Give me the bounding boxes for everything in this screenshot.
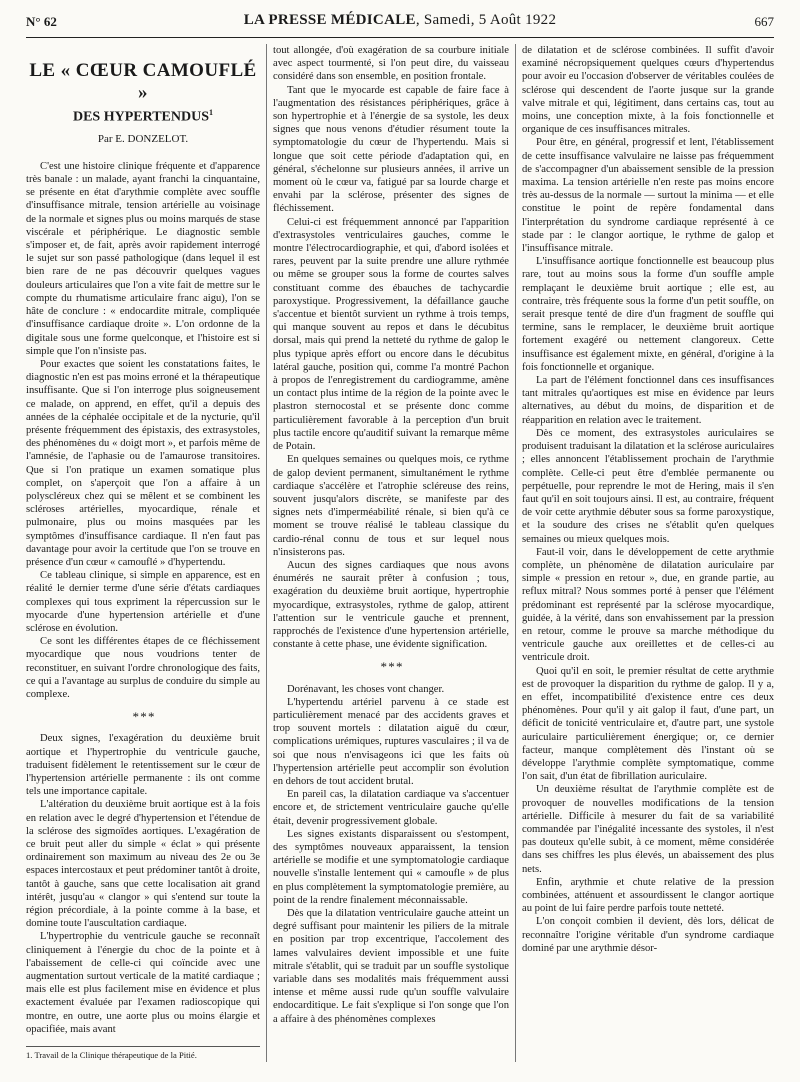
paragraph: Dès ce moment, des extrasystoles auriculaires se produisent traduisant la dilatation et la sclérose auriculaires ; elles annoncent l'établissement prochain de l'arythmie complète. Celle-ci peut être d'emblée permanente ou perpétuelle, pour reprendre le mot de Hering, mais il s'en faut qu'il en soit toujours ainsi. Il est, au contraire, fréquent de voir cette arythmie débuter sous sa forme paroxystique, et la soudure des crises ne s'établit qu'en quelques semaines ou mieux quelques mois.	[522, 427, 774, 545]
paragraph: L'hypertrophie du ventricule gauche se reconnaît cliniquement à l'énergie du choc de la pointe et à l'abaissement de celle-ci qui coïncide avec une augmentation surtout verticale de la matité cardiaque ; mais elle est plus facilement mise en évidence et plus exactement évaluée par l'examen radioscopique qui montre, en outre, une aorte plus ou moins élargie et opacifiée, mais avant	[26, 931, 260, 1035]
paragraph: Dès que la dilatation ventriculaire gauche atteint un degré suffisant pour maintenir les piliers de la mitrale en position par trop excentrique, l'accolement des lames valvulaires devient impossible et une fuite mitrale s'établit, qui se traduit par un souffle systolique variable dans ses modalités mais fréquemment aussi intense et même aussi rude qu'un souffle valvulaire endocarditique. Le fait s'explique si l'on songe que l'on a affaire à des phénomènes complexes	[273, 908, 509, 1025]
journal-title: LA PRESSE MÉDICALE	[243, 12, 416, 28]
article-subtitle	[26, 104, 260, 127]
running-header	[26, 12, 774, 34]
paragraph: Dorénavant, les choses vont changer.	[287, 683, 445, 695]
paragraph: de dilatation et de sclérose combinées. Il suffit d'avoir examiné nécropsiquement quelques cœurs d'hypertendus pour avoir eu l'occasion d'observer de véritables coulées de sclérose qui descendent de l'aorte jusque sur la grande valve mitrale et qui, légitiment, dans certains cas, tout au moins, une conception mixte, à la fois fonctionnelle et organique de ces insuffisances mitrales.	[522, 45, 774, 136]
article-subtitle-text: DES HYPERTENDUS	[72, 109, 210, 125]
footnote: 1. Travail de la Clinique thérapeutique de la Pitié.	[26, 1046, 260, 1060]
footnote-mark: 1	[209, 108, 214, 117]
column-3	[522, 44, 774, 1070]
paragraph: Pour exactes que soient les constatations faites, le diagnostic n'en est pas moins erroné et la thérapeutique insuffisante. Que si l'on interroge plus soigneusement ce malade, on apprend, en effet, qu'il a depuis des années de la céphalée occipitale et de la nycturie, qu'il présente fréquemment des épistaxis, des extrasystoles, des phénomènes du « doigt mort », et parfois même de l'amnésie, de l'aphasie ou de l'amaurose transitoires. Que si l'on pratique un examen somatique plus complet, on s'aperçoit que l'on a affaire à un polyscléreux chez qui se mêlent et se combinent les scléroses artérielles, myocardique, rénale et pulmonaire, plus ou moins masquées par les symptômes d'insuffisance cardiaque. Il n'en faut pas davantage pour avoir la certitude que l'on se trouve en présence d'un cœur « camouflé » d'hypertendu.	[26, 358, 260, 568]
paragraph: Faut-il voir, dans le développement de cette arythmie complète, un phénomène de dilatation auriculaire par simple « pression en retour », due, en grande partie, au reflux mitral? Nous sommes porté à penser que l'élément prédominant est représenté par la sclérose myocardique, guidée, à la vérité, dans son envahissement par la pression en retour, comme le prouve sa marche méthodique du ventricule gauche aux oreillettes et de celles-ci au ventricule droit.	[522, 546, 774, 664]
paragraph: Les signes existants disparaissent ou s'estompent, des symptômes nouveaux apparaissent, la tension artérielle se modifie et une symptomatologie cardiaque nouvelle s'installe lentement qui « camoufle » de plus en plus complètement la symptomatologie première, au point de la rendre finalement méconnaissable.	[273, 828, 509, 906]
header-rule	[26, 37, 774, 38]
paragraph: La part de l'élément fonctionnel dans ces insuffisances tant mitrales qu'aortiques est mise en évidence par leurs alternatives, au début du moins, de disparition et de réapparition en relation avec le traitement.	[522, 375, 774, 426]
paragraph: Deux signes, l'exagération du deuxième bruit aortique et l'hypertrophie du ventricule gauche, traduisent fidèlement le retentissement sur le cœur de l'hypertension artérielle permanente : ils ont comme tels une importance capitale.	[26, 733, 260, 798]
paragraph: L'hypertendu artériel parvenu à ce stade est particulièrement menacé par des accidents graves et trop souvent mortels : dilatation aiguë du cœur, complications urémiques, ruptures vasculaires ; il va de soi que nous n'envisageons ici que les faits où l'hypertension artérielle peut accomplir son évolution en dehors de tout accident brutal.	[273, 696, 509, 787]
paragraph: Un deuxième résultat de l'arythmie complète est de provoquer de nouvelles modifications de la tension artérielle. Difficile à mesurer du fait de sa variabilité commandée par l'inégalité incessante des systoles, il n'est pas douteux qu'elle subit, à ce moment, même considérée dans ses chiffres les plus élevés, un abaissement des plus nets.	[522, 784, 774, 875]
section-separator: * * *	[380, 659, 402, 675]
paragraph: Ce tableau clinique, si simple en apparence, est en réalité le dernier terme d'une série d'états cardiaques complexes qui tous expriment la répercussion sur le myocarde d'une hypertension artérielle et d'une sclérose en évolution.	[26, 570, 260, 634]
article-title: LE « CŒUR CAMOUFLÉ »	[29, 60, 257, 103]
paragraph: En pareil cas, la dilatation cardiaque va s'accentuer encore et, de strictement ventriculaire gauche qu'elle était, devenir progressivement globale.	[273, 789, 509, 827]
paragraph: En quelques semaines ou quelques mois, ce rythme de galop devient permanent, simultanément le rythme cardiaque s'accélère et l'atrophie scléreuse des reins, souvent jusqu'alors discrète, se manifeste par des signes nets d'imperméabilité rénale, si bien qu'à ce moment se trouve réalisé le tableau classique du cardio-rénal connu de tous et sur lequel nous n'insisterons pas.	[273, 454, 509, 558]
paragraph: Tant que le myocarde est capable de faire face à l'augmentation des résistances périphériques, grâce à son hypertrophie et à l'énergie de sa systole, les deux signes que nous venons d'étudier résument toute la symptomatologie du cœur de l'hypertendu. Mais si longue que soit cette période d'adaptation qui, en général, s'échelonne sur plusieurs années, il arrive un moment où le cœur va, fatigué par sa lourde charge et envahi par la sclérose, présenter des signes de fléchissement.	[273, 84, 509, 215]
paragraph: Aucun des signes cardiaques que nous avons énumérés ne saurait prêter à confusion ; tous, exagération du deuxième bruit aortique, hypertrophie myocardique, extrasystoles, rythme de galop, attirent l'attention sur le ventricule gauche et prennent, rapprochés de l'existence d'une hypertension artérielle, constante à cette phase, une évidente signification.	[273, 559, 509, 651]
paragraph: L'insuffisance aortique fonctionnelle est beaucoup plus rare, tout au moins sous la forme d'un souffle ample remplaçant le deuxième bruit aortique ; elle est, au contraire, très fréquente sous la forme d'un petit souffle, on serait presque tenté de dire d'un fragment de souffle qui termine, sans le remplacer, le deuxième bruit aortique fortement exagéré ou nettement clangoreux. Cette insuffisance est également mixte, en général, d'origine à la fois fonctionnelle et organique.	[522, 256, 774, 373]
paragraph: L'on conçoit combien il devient, dès lors, délicat de reconnaître l'origine véritable d'un syndrome cardiaque dominé par une arythmie désor-	[522, 916, 774, 954]
section-separator: * * *	[132, 709, 154, 725]
column-1	[26, 44, 260, 1070]
column-divider	[266, 44, 267, 1062]
paragraph: Quoi qu'il en soit, le premier résultat de cette arythmie est de provoquer la disparition du rythme de galop. Il y a, en effet, incompatibilité d'existence entre ces deux phénomènes. Pour qu'il y ait galop il faut, d'une part, un déficit de tonicité ventriculaire et, d'autre part, une systole auriculaire particulièrement énergique; or, ce dernier facteur, manque complètement dès l'instant où se développe l'arythmie complète symptomatique, comme l'on sait, d'un état de fibrillation auriculaire.	[522, 665, 774, 783]
paragraph: C'est une histoire clinique fréquente et d'apparence très banale : un malade, ayant franchi la cinquantaine, se présente en état d'arythmie complète avec souffle d'insuffisance mitrale, tension artérielle au voisinage de la normale et signes plus ou moins marqués de stase viscérale et périphérique. Le diagnostic semble s'imposer et, de fait, après avoir rapidement interrogé le sujet sur son passé pathologique (dans lequel il est bien rare de ne pas découvrir quelques vagues douleurs articulaires que l'on a vite fait de mettre sur le compte du rhumatisme articulaire franc aigu), l'on se hâte de conclure : « endocardite mitrale, compliquée d'insuffisance cardiaque droite ». L'on ordonne de la digitale sous une forme quelconque, et l'histoire est si simple que l'on n'insiste pas.	[26, 160, 260, 357]
issue-number: N° 62	[26, 14, 57, 29]
journal-line	[26, 12, 774, 29]
issue-date: , Samedi, 5 Août 1922	[415, 12, 557, 28]
page-number: 667	[754, 14, 774, 29]
column-2	[273, 44, 509, 1070]
paragraph: L'altération du deuxième bruit aortique est à la fois en relation avec le degré d'hypertension et l'étendue de la sclérose des sigmoïdes aortiques. L'exagération de ce bruit peut aller du simple « éclat » qui présente ordinairement son maximum au niveau des 2e ou 3e espaces intercostaux et peut prédominer tantôt à droite, tantôt à gauche, sans que cette localisation ait grand intérêt, jusqu'au « clangor » qui s'entend sur toute la région précordiale, à la pointe comme à la base, et domine toute l'auscultation cardiaque.	[26, 799, 260, 930]
paragraph: Ce sont les différentes étapes de ce fléchissement myocardique que nous voudrions tenter de reconstituer, en suivant l'ordre chronologique des faits, ce qui a l'avantage au surplus de conduire du simple au complexe.	[26, 636, 260, 700]
column-divider	[515, 44, 516, 1062]
author-byline: Par E. DONZELOT.	[97, 132, 189, 145]
paragraph: Celui-ci est fréquemment annoncé par l'apparition d'extrasystoles ventriculaires gauches, comme le montre l'électrocardiographie, et qui, d'abord isolées et rares, peuvent par la suite prendre une allure rythmée ou même se grouper sous la forme de courtes salves constituant comme des ébauches de tachycardie paroxystique. Progressivement, la défaillance gauche s'accentue et bientôt survient un rythme à trois temps, qui manque souvent au repos et dans le décubitus dorsal, mais qui prend la netteté du rythme de galop le plus typique après effort ou encore dans le décubitus latéral gauche, position qui, comme l'a montré Pachon à propos de l'enregistrement du cardiogramme, amène un contact plus intime de la région de la pointe avec le plastron sternocostal et se présente donc comme particulièrement favorable à la perception d'un bruit plus tactile encore qu'auditif suivant la remarque même de Potain.	[273, 216, 509, 453]
paragraph: Enfin, arythmie et chute relative de la pression combinées, atténuent et assourdissent le clangor aortique au point de lui faire perdre parfois toute netteté.	[522, 876, 774, 915]
paragraph: tout allongée, d'où exagération de sa courbure initiale avec aspect tourmenté, si l'on peut dire, du vaisseau considéré dans son ensemble, en position frontale.	[273, 45, 509, 83]
paragraph: Pour être, en général, progressif et lent, l'établissement de cette insuffisance valvulaire ne laisse pas fréquemment de s'accompagner d'un abaissement sensible de la pression maxima. La tension artérielle n'en reste pas moins encore très au-dessus de la normale — surtout la minima — et elle constitue le point de repère fondamental dans l'interprétation du syndrome cardiaque représenté à ce stade par : le clangor aortique, le rythme de galop et l'insuffisance mitrale.	[522, 137, 774, 255]
